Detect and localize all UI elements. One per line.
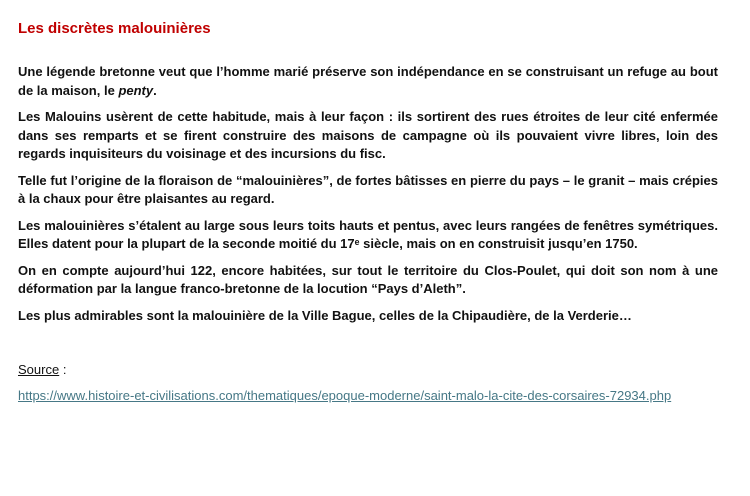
paragraph-penty-text: Une légende bretonne veut que l’homme marié préserve son indépendance en se construisant un refuge au bout de la maison, le bbox=[18, 64, 718, 98]
paragraph-penty-end: . bbox=[153, 82, 157, 98]
source-block bbox=[18, 360, 718, 405]
source-line bbox=[18, 360, 718, 379]
paragraph-penty bbox=[18, 63, 718, 100]
source-link[interactable]: https://www.histoire-et-civilisations.com/thematiques/epoque-moderne/saint-malo-la-cite-des-corsaires-72934.php bbox=[18, 388, 672, 403]
paragraph-admirable: Les plus admirables sont la malouinière de la Ville Bague, celles de la Chipaudière, de la Verderie… bbox=[18, 307, 632, 323]
paragraph-origin: Telle fut l’origine de la floraison de “malouinières”, de fortes bâtisses en pierre du pays – le granit – mais crépies à la chaux pour être plaisantes au regard. bbox=[18, 172, 718, 206]
source-colon: : bbox=[59, 362, 67, 377]
page-title: Les discrètes malouinières bbox=[18, 20, 211, 37]
penty-term: penty bbox=[118, 82, 154, 98]
paragraph-description: Les malouinières s’étalent au large sous leurs toits hauts et pentus, avec leurs rangées de fenêtres symétriques. Elles datent pour la plupart de la seconde moitié du 17ᵉ siècle, mais on en construisit jusqu’en 1750. bbox=[18, 217, 718, 251]
source-label: Source bbox=[18, 362, 60, 377]
paragraph-count: On en compte aujourd’hui 122, encore habitées, sur tout le territoire du Clos-Poulet, qui doit son nom à une déformation par la langue franco-bretonne de la locution “Pays d’Aleth”. bbox=[18, 262, 718, 296]
paragraph-malouins: Les Malouins usèrent de cette habitude, mais à leur façon : ils sortirent des rues étroites de leur cité enfermée dans ses remparts et se firent construire des maisons de campagne où ils pouvaient vivre libres, loin des regards inquisiteurs du voisinage et des incursions du fisc. bbox=[18, 109, 718, 161]
